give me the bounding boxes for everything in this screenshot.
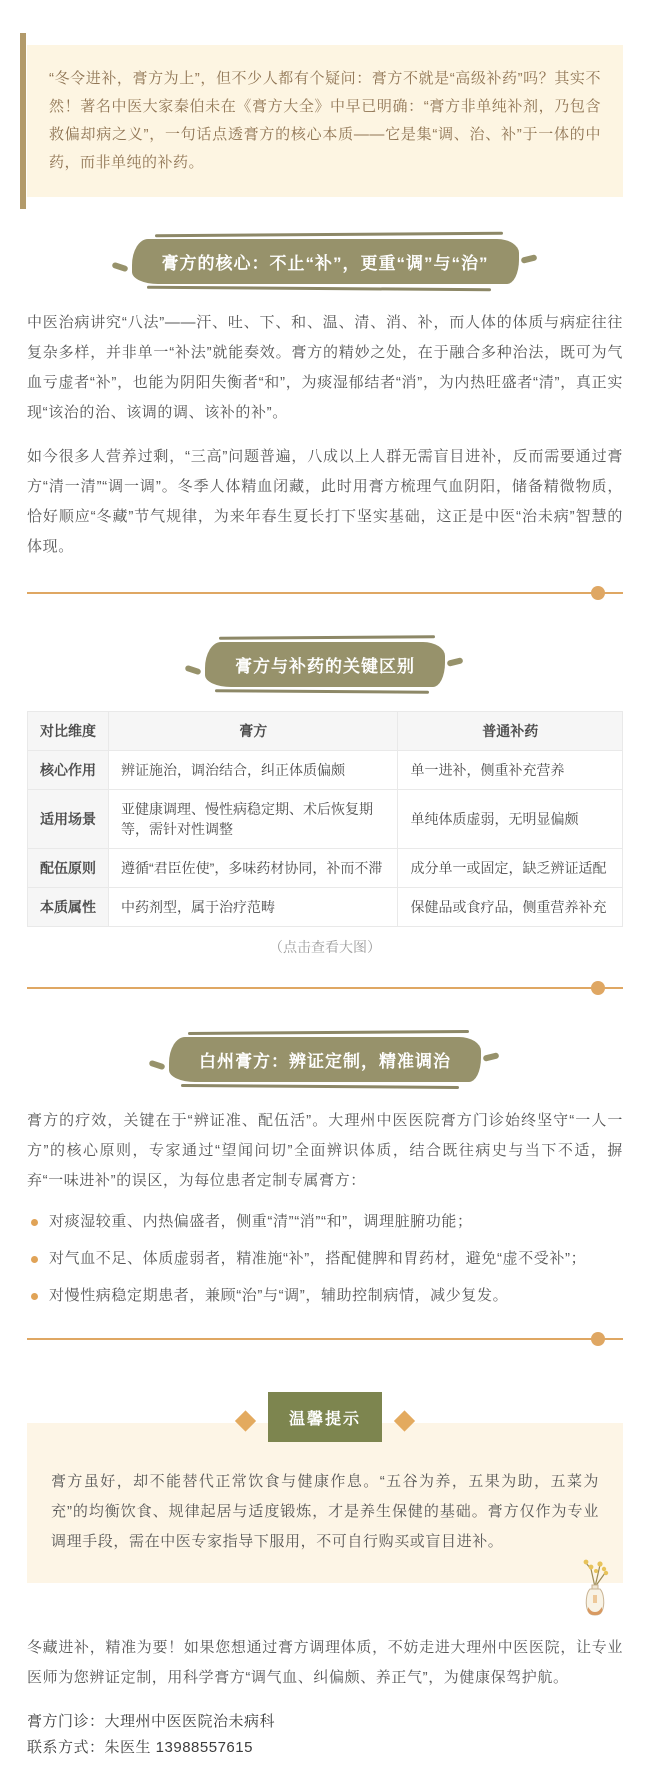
- brush-tail-icon: [483, 1052, 500, 1062]
- tips-text: 膏方虽好，却不能替代正常饮食与健康作息。“五谷为养，五果为助，五菜为充”的均衡饮食、规律起居与适度锻炼，才是养生保健的基础。膏方仅作为专业调理手段，需在中医专家指导下服用，不可自行购买或盲目进补。: [51, 1473, 599, 1550]
- footer-contact: [27, 1709, 623, 1761]
- table-row: [28, 790, 623, 849]
- table-cell: 亚健康调理、慢性病稳定期、术后恢复期等，需针对性调整: [109, 790, 398, 849]
- tips-banner: 温馨提示: [268, 1392, 382, 1442]
- table-row-label: 核心作用: [28, 751, 109, 790]
- quote-left-bar: [20, 33, 26, 209]
- brush-tail-icon: [148, 1059, 165, 1070]
- bullet-item: 对痰湿较重、内热偏盛者，侧重“清”“消”“和”，调理脏腑功能；: [27, 1210, 623, 1234]
- table-cell: 遵循“君臣佐使”，多味药材协同，补而不滞: [109, 849, 398, 888]
- table-row-label: 配伍原则: [28, 849, 109, 888]
- view-large-image-link[interactable]: （点击查看大图）: [269, 939, 381, 955]
- closing-paragraph: 冬藏进补，精准为要！如果您想通过膏方调理体质，不妨走进大理州中医医院，让专业医师为您辨证定制，用科学膏方“调气血、纠偏颇、养正气”，为健康保驾护航。: [27, 1639, 623, 1686]
- table-cell: 成分单一或固定，缺乏辨证适配: [398, 849, 623, 888]
- brush-tail-icon: [520, 254, 537, 264]
- divider-dot: [591, 981, 605, 995]
- section-divider: [27, 592, 623, 594]
- section-divider: [27, 987, 623, 989]
- section-divider: [27, 1338, 623, 1340]
- clinic-line: 膏方门诊：大理州中医医院治未病科: [27, 1713, 276, 1730]
- brush-tail-icon: [447, 657, 464, 667]
- vase-flowers-decoration-icon: [573, 1557, 617, 1623]
- divider-dot: [591, 586, 605, 600]
- section1-paragraph: 如今很多人营养过剩，“三高”问题普遍，八成以上人群无需盲目进补，反而需要通过膏方“清一清”“调一调”。冬季人体精血闭藏，此时用膏方梳理气血阴阳，储备精微物质，恰好顺应“冬藏”节气规律，为来年春生夏长打下坚实基础，这正是中医“治未病”智慧的体现。: [27, 448, 623, 555]
- table-cell: 辨证施治，调治结合，纠正体质偏颇: [109, 751, 398, 790]
- bullet-item: 对气血不足、体质虚弱者，精准施“补”，搭配健脾和胃药材，避免“虚不受补”；: [27, 1247, 623, 1271]
- contact-line: 联系方式：朱医生 13988557615: [27, 1739, 253, 1756]
- section1-paragraph: 中医治病讲究“八法”——汗、吐、下、和、温、清、消、补，而人体的体质与病症往往复杂多样，并非单一“补法”就能奏效。膏方的精妙之处，在于融合多种治法，既可为气血亏虚者“补”，也能为阴阳失衡者“和”，为痰湿郁结者“消”，为内热旺盛者“清”，真正实现“该治的治、该调的调、该补的补”。: [27, 314, 623, 421]
- table-header-row: [28, 712, 623, 751]
- section1-banner: [132, 239, 519, 284]
- comparison-table: [27, 711, 623, 927]
- divider-dot: [591, 1332, 605, 1346]
- bullet-item: 对慢性病稳定期患者，兼顾“治”与“调”，辅助控制病情，减少复发。: [27, 1284, 623, 1308]
- tips-banner-row: [27, 1392, 623, 1442]
- table-cell: 单一进补，侧重补充营养: [398, 751, 623, 790]
- treatment-bullet-list: [27, 1210, 623, 1308]
- table-header-butyao: 普通补药: [398, 712, 623, 751]
- table-header-dimension: 对比维度: [28, 712, 109, 751]
- table-row-label: 本质属性: [28, 888, 109, 927]
- brush-tail-icon: [184, 664, 201, 675]
- table-row: [28, 888, 623, 927]
- intro-quote-text: “冬令进补，膏方为上”，但不少人都有个疑问：膏方不就是“高级补药”吗？其实不然！著名中医大家秦伯未在《膏方大全》中早已明确：“膏方非单纯补剂，乃包含救偏却病之义”，一句话点透膏方的核心本质——它是集“调、治、补”于一体的中药，而非单纯的补药。: [27, 45, 623, 197]
- table-cell: 单纯体质虚弱，无明显偏颇: [398, 790, 623, 849]
- table-header-gaofang: 膏方: [109, 712, 398, 751]
- table-row: [28, 849, 623, 888]
- section3-banner: [169, 1037, 481, 1082]
- section3-banner-label: 白州膏方：辨证定制，精准调治: [199, 1052, 451, 1071]
- section2-banner-row: [27, 642, 623, 687]
- section2-banner: [205, 642, 445, 687]
- table-cell: 中药剂型，属于治疗范畴: [109, 888, 398, 927]
- section2-banner-label: 膏方与补药的关键区别: [235, 657, 415, 676]
- section1-banner-row: [27, 239, 623, 284]
- table-row: [28, 751, 623, 790]
- table-row-label: 适用场景: [28, 790, 109, 849]
- section3-paragraph: 膏方的疗效，关键在于“辨证准、配伍活”。大理州中医医院膏方门诊始终坚守“一人一方”的核心原则，专家通过“望闻问切”全面辨识体质，结合既往病史与当下不适，摒弃“一味进补”的误区，为每位患者定制专属膏方：: [27, 1112, 623, 1189]
- section3-banner-row: [27, 1037, 623, 1082]
- section1-banner-label: 膏方的核心：不止“补”，更重“调”与“治”: [161, 254, 489, 273]
- tips-box: [27, 1423, 623, 1583]
- table-cell: 保健品或食疗品，侧重营养补充: [398, 888, 623, 927]
- intro-quote-block: [27, 45, 623, 197]
- brush-tail-icon: [111, 261, 128, 272]
